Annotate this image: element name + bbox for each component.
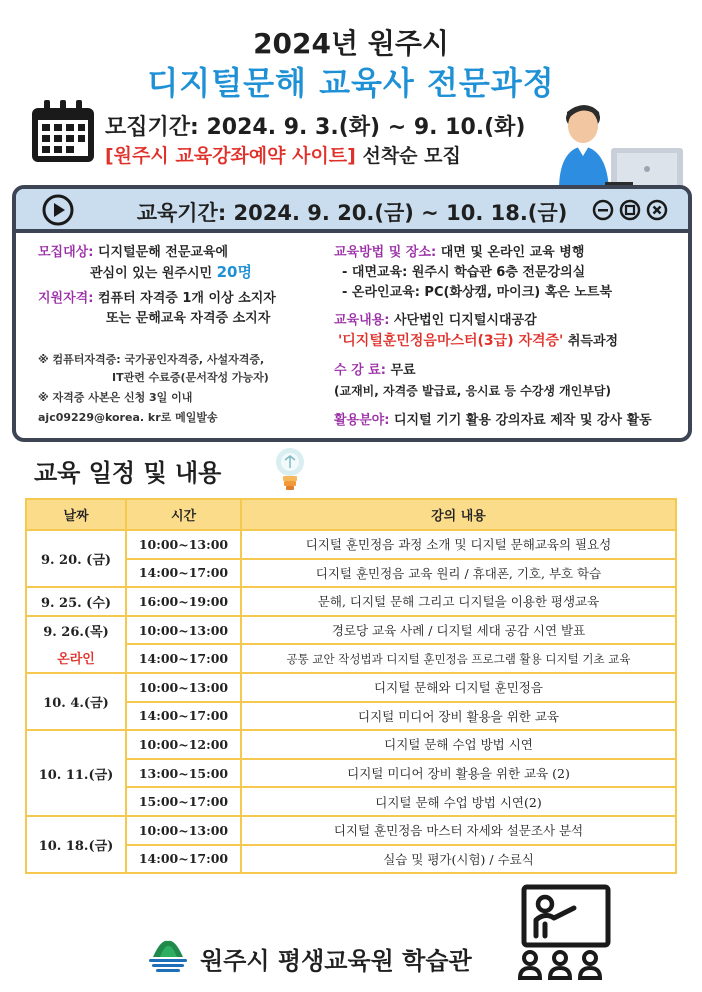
content-cell: 문해, 디지털 문해 그리고 디지털을 이용한 평생교육 xyxy=(241,587,676,616)
note-line1: ※ 컴퓨터자격증: 국가공인자격증, 사설자격증, xyxy=(38,353,265,366)
header-time: 시간 xyxy=(126,499,241,530)
window-body xyxy=(16,237,688,442)
method-sub2: - 온라인교육: PC(화상캠, 마이크) 혹은 노트북 xyxy=(342,285,613,300)
note-line3: ※ 자격증 사본은 신청 3일 이내 xyxy=(38,391,193,404)
date-cell: 9. 25. (수) xyxy=(26,587,126,616)
time-cell: 14:00~17:00 xyxy=(126,702,241,731)
time-cell: 13:00~15:00 xyxy=(126,759,241,788)
date-cell: 9. 20. (금) xyxy=(26,530,126,587)
fee-line xyxy=(334,361,416,380)
target-text1: 디지털문해 전문교육에 xyxy=(93,245,229,260)
time-cell: 10:00~13:00 xyxy=(126,816,241,845)
time-cell: 10:00~13:00 xyxy=(126,673,241,702)
target-label: 모집대상: xyxy=(38,245,94,260)
header-content: 강의 내용 xyxy=(241,499,676,530)
header-date: 날짜 xyxy=(26,499,126,530)
organization-name: 원주시 평생교육원 학습관 xyxy=(200,947,472,975)
target-count: 20명 xyxy=(216,263,252,281)
content-cell: 디지털 훈민정음 마스터 자세와 설문조사 분석 xyxy=(241,816,676,845)
target-line2 xyxy=(90,263,252,283)
online-badge: 온라인 xyxy=(57,652,95,668)
time-cell: 15:00~17:00 xyxy=(126,787,241,816)
target-text2: 관심이 있는 원주시민 xyxy=(90,266,217,281)
target-line1 xyxy=(38,243,228,262)
schedule-title: 교육 일정 및 내용 xyxy=(34,459,222,487)
recruit-site: [원주시 교육강좌예약 사이트] xyxy=(105,145,356,167)
content-cell: 디지털 미디어 장비 활용을 위한 교육 (2) xyxy=(241,759,676,788)
method-line xyxy=(334,243,584,262)
content-cell: 경로당 교육 사례 / 디지털 세대 공감 시연 발표 xyxy=(241,616,676,645)
organization-logo-icon xyxy=(147,937,189,973)
person-with-laptop-illustration xyxy=(545,98,695,190)
minimize-icon[interactable] xyxy=(592,199,614,221)
fee-value: 무료 xyxy=(385,363,416,378)
content-cert: '디지털훈민정음마스터(3급) 자격증' xyxy=(338,333,564,349)
fee-note: (교재비, 자격증 발급료, 응시료 등 수강생 개인부담) xyxy=(334,384,611,398)
content-cell: 디지털 문해 수업 방법 시연 xyxy=(241,730,676,759)
lightbulb-icon xyxy=(272,446,308,492)
content-cell: 디지털 문해와 디지털 훈민정음 xyxy=(241,673,676,702)
content-cell: 디지털 훈민정음 과정 소개 및 디지털 문해교육의 필요성 xyxy=(241,530,676,559)
teacher-classroom-icon xyxy=(512,884,612,980)
close-icon[interactable] xyxy=(646,199,668,221)
table-header-row xyxy=(26,499,676,530)
method-label: 교육방법 및 장소: xyxy=(334,245,437,260)
time-cell: 16:00~19:00 xyxy=(126,587,241,616)
table-row xyxy=(26,816,676,845)
time-cell: 10:00~13:00 xyxy=(126,616,241,645)
calendar-icon xyxy=(30,98,96,164)
content-line xyxy=(334,311,537,330)
time-cell: 10:00~12:00 xyxy=(126,730,241,759)
table-row xyxy=(26,616,676,645)
qual-label: 지원자격: xyxy=(38,291,94,306)
time-cell: 14:00~17:00 xyxy=(126,559,241,588)
window-title-bar xyxy=(16,189,688,233)
content-cert-line xyxy=(338,332,618,351)
year-title: 2024년 원주시 xyxy=(253,27,449,60)
note-line2: IT관련 수료증(문서작성 가능자) xyxy=(112,371,269,384)
recruit-info xyxy=(105,141,461,168)
recruit-period: 모집기간: 2024. 9. 3.(화) ~ 9. 10.(화) xyxy=(105,115,526,140)
method-sub1: - 대면교육: 원주시 학습관 6층 전문강의실 xyxy=(342,265,586,280)
use-value: 디지털 기기 활용 강의자료 제작 및 강사 활동 xyxy=(389,413,652,428)
method-value: 대면 및 온라인 교육 병행 xyxy=(436,245,585,260)
window-controls xyxy=(592,199,668,221)
use-line xyxy=(334,411,652,430)
table-row xyxy=(26,673,676,702)
info-window xyxy=(12,185,692,442)
note-line4: ajc09229@korea. kr로 메일발송 xyxy=(38,411,218,424)
content-cell: 공통 교안 작성법과 디지털 훈민정음 프로그램 활용 디지털 기초 교육 xyxy=(241,644,676,673)
content-cell: 디지털 문해 수업 방법 시연(2) xyxy=(241,787,676,816)
content-value: 사단법인 디지털시대공감 xyxy=(389,313,537,328)
time-cell: 10:00~13:00 xyxy=(126,530,241,559)
table-row xyxy=(26,587,676,616)
content-cell: 디지털 미디어 장비 활용을 위한 교육 xyxy=(241,702,676,731)
date-cell: 10. 18.(금) xyxy=(26,816,126,873)
content-suffix: 취득과정 xyxy=(563,334,619,349)
schedule-table xyxy=(25,498,677,874)
qual-text1: 컴퓨터 자격증 1개 이상 소지자 xyxy=(93,291,276,306)
table-row xyxy=(26,530,676,559)
time-cell: 14:00~17:00 xyxy=(126,644,241,673)
date-cell: 10. 4.(금) xyxy=(26,673,126,730)
time-cell: 14:00~17:00 xyxy=(126,845,241,874)
content-cell: 디지털 훈민정음 교육 원리 / 휴대폰, 기호, 부호 학습 xyxy=(241,559,676,588)
recruit-method: 선착순 모집 xyxy=(355,145,461,167)
use-label: 활용분야: xyxy=(334,413,390,428)
table-row xyxy=(26,730,676,759)
date-cell: 10. 11.(금) xyxy=(26,730,126,816)
qual-line1 xyxy=(38,289,276,308)
main-title: 디지털문해 교육사 전문과정 xyxy=(147,64,555,102)
qual-line2: 또는 문해교육 자격증 소지자 xyxy=(106,311,271,326)
education-period: 교육기간: 2024. 9. 20.(금) ~ 10. 18.(금) xyxy=(136,201,568,225)
content-label: 교육내용: xyxy=(334,313,390,328)
content-cell: 실습 및 평가(시험) / 수료식 xyxy=(241,845,676,874)
date-cell xyxy=(26,616,126,673)
date-text: 9. 26.(목) xyxy=(43,625,109,641)
maximize-icon[interactable] xyxy=(619,199,641,221)
fee-label: 수 강 료: xyxy=(334,363,386,378)
